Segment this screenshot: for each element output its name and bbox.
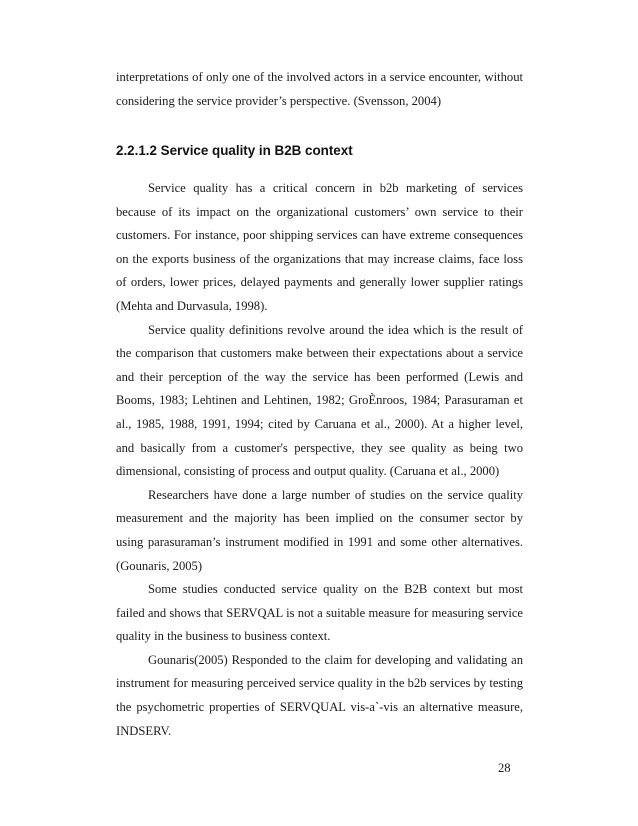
page-number: 28: [498, 761, 511, 775]
section-heading: 2.2.1.2 Service quality in B2B context: [116, 143, 353, 158]
paragraph-2: Service quality definitions revolve around the idea which is the result of the comparison that customers make between their expectations about a service and their perception of the way the service has been performed (Lewis and Booms, 1983; Lehtinen and Lehtinen, 1982; GroÈnroos, 1984; Parasuraman et al., 1985, 1988, 1991, 1994; cited by Caruana et al., 2000). At a higher level, and basically from a customer's perspective, they see quality as being two dimensional, consisting of process and output quality. (Caruana et al., 2000): [116, 322, 523, 479]
intro-paragraph: interpretations of only one of the involved actors in a service encounter, without considering the service provider’s perspective. (Svensson, 2004): [116, 70, 523, 108]
paragraph-1: Service quality has a critical concern in b2b marketing of services because of its impact on the organizational customers’ own service to their customers. For instance, poor shipping services can have extreme consequences on the exports business of the organizations that may increase claims, face loss of orders, lower prices, delayed payments and generally lower supplier ratings (Mehta and Durvasula, 1998).: [116, 181, 523, 313]
intro-text-block: [116, 66, 523, 113]
paragraph-4: Some studies conducted service quality on the B2B context but most failed and shows that SERVQAL is not a suitable measure for measuring service quality in the business to business context.: [116, 582, 523, 644]
paragraph-5: Gounaris(2005) Responded to the claim for developing and validating an instrument for measuring perceived service quality in the b2b services by testing the psychometric properties of SERVQUAL vis-a`-vis an alternative measure, INDSERV.: [116, 652, 523, 738]
paragraph-3: Researchers have done a large number of studies on the service quality measurement and the majority has been implied on the consumer sector by using parasuraman’s instrument modified in 1991 and some other alternatives. (Gounaris, 2005): [116, 487, 523, 573]
section-body: [116, 177, 523, 743]
